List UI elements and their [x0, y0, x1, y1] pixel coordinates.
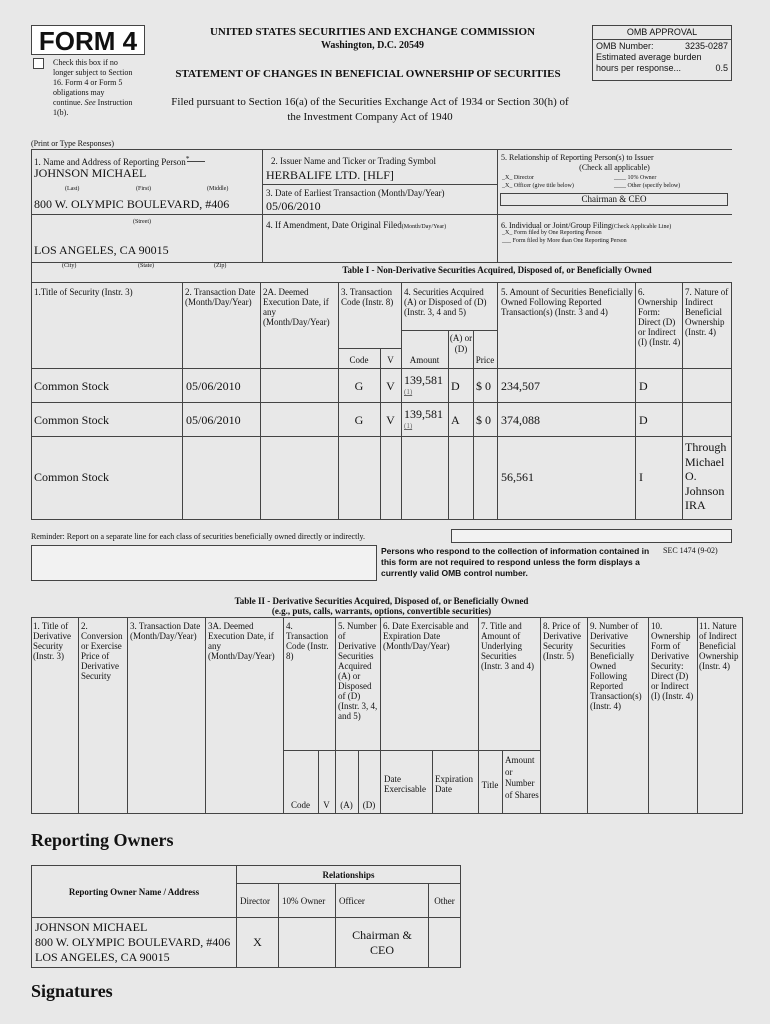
issuer-value: HERBALIFE LTD. [HLF]: [266, 168, 394, 182]
relationship-other: ____ Other (specify below): [614, 183, 681, 189]
earliest-transaction-label: 3. Date of Earliest Transaction (Month/Day/Year): [266, 188, 445, 198]
sec-code: SEC 1474 (9-02): [663, 546, 718, 555]
t1-col2a-header: 2A. Deemed Execution Date, if any (Month/Day/Year): [263, 287, 330, 327]
t1-row1-v: V: [386, 379, 395, 393]
first-label: (First): [136, 186, 151, 192]
t2-col10-header: 10. Ownership Form of Derivative Security: Direct (D) or Indirect (I) (Instr. 4): [651, 621, 694, 701]
zip-label: (Zip): [214, 263, 227, 269]
city-label: (City): [62, 263, 77, 269]
relationship-title: Chairman & CEO: [500, 193, 728, 206]
earliest-transaction-date: 05/06/2010: [266, 199, 321, 213]
t2-sub-title: Title: [481, 780, 499, 790]
reporting-owners-heading: Reporting Owners: [31, 830, 174, 850]
ro-col-director: Director: [237, 884, 279, 918]
ro-director-mark: X: [237, 918, 279, 968]
check-box-text: Check this box if no longer subject to Section 16. Form 4 or Form 5 obligations may continue. See Instruction 1(b).: [53, 58, 133, 117]
relationship-ten-pct: ____ 10% Owner: [614, 175, 657, 181]
no-longer-subject-checkbox[interactable]: [33, 58, 44, 69]
t1-row1-form: D: [639, 379, 648, 393]
t2-sub-code: Code: [291, 800, 310, 810]
filing-more: ___ Form filed by More than One Reporting Person: [502, 238, 627, 244]
t2-sub-exercisable: Date Exercisable: [384, 774, 426, 794]
omb-number-row: OMB Number: 3235-0287: [596, 41, 728, 51]
reporting-owners-table: [31, 865, 461, 968]
agency-location: Washington, D.C. 20549: [320, 40, 425, 51]
last-label: (Last): [65, 186, 80, 192]
signatures-heading: Signatures: [31, 981, 113, 1001]
t1-sub-amount: Amount: [409, 355, 440, 365]
agency-name: UNITED STATES SECURITIES AND EXCHANGE COMMISSION: [209, 26, 536, 38]
t2-col3a-header: 3A. Deemed Execution Date, if any (Month/Day/Year): [208, 621, 275, 661]
reminder-box-left: [31, 545, 377, 581]
ro-ten-mark: [279, 918, 336, 968]
t1-row2-owned: 374,088: [501, 413, 540, 427]
t1-row2-title: Common Stock: [34, 413, 110, 427]
ro-officer-title: Chairman & CEO: [336, 918, 429, 968]
t2-sub-amount: Amount or Number of Shares: [505, 755, 539, 800]
street-label: (Street): [133, 219, 151, 225]
t1-row2-amount: 139,581: [404, 407, 443, 421]
t1-col4-header: 4. Securities Acquired (A) or Disposed of (D) (Instr. 3, 4 and 5): [404, 287, 487, 317]
reminder-text: Reminder: Report on a separate line for each class of securities beneficially owned directly or indirectly.: [31, 532, 366, 541]
reporting-person-city: LOS ANGELES, CA 90015: [34, 243, 169, 257]
reminder-box-right: [451, 529, 732, 543]
state-label: (State): [138, 263, 154, 269]
ro-col-relationships: Relationships: [237, 866, 461, 884]
t1-sub-price: Price: [475, 355, 495, 365]
t2-sub-a: (A): [340, 800, 353, 810]
t1-row2-aord: A: [451, 413, 460, 427]
t1-row1-price: $ 0: [476, 379, 491, 393]
t1-col1-header: 1.Title of Security (Instr. 3): [34, 287, 133, 297]
form-title: FORM 4: [38, 26, 138, 56]
ro-other-mark: [429, 918, 461, 968]
t2-col2-header: 2. Conversion or Exercise Price of Derivative Security: [81, 621, 123, 681]
t2-col1-header: 1. Title of Derivative Security (Instr. 3): [33, 621, 71, 661]
t1-row3-owned: 56,561: [501, 470, 534, 484]
reporting-person-street: 800 W. OLYMPIC BOULEVARD, #406: [34, 197, 230, 211]
t1-col7-header: 7. Nature of Indirect Beneficial Ownership (Instr. 4): [685, 287, 729, 337]
relationship-officer: _X_ Officer (give title below): [502, 183, 574, 189]
filing-one: _X_ Form filed by One Reporting Person: [502, 230, 602, 236]
ro-owner-cell: [32, 918, 237, 968]
ro-owner-street: 800 W. OLYMPIC BOULEVARD, #406: [35, 935, 231, 949]
t1-col6-header: 6. Ownership Form: Direct (D) or Indirect (I) (Instr. 4): [638, 287, 681, 347]
t1-col3-header: 3. Transaction Code (Instr. 8): [341, 287, 394, 307]
t1-row3-form: I: [639, 470, 643, 484]
t2-col4-header: 4. Transaction Code (Instr. 8): [286, 621, 329, 661]
t1-col5-header: 5. Amount of Securities Beneficially Owned Following Reported Transaction(s) (Instr. 3 and 4): [501, 287, 633, 317]
print-type-note: (Print or Type Responses): [31, 139, 115, 148]
filed-pursuant-line2: the Investment Company Act of 1940: [287, 111, 453, 123]
relationship-check-all: (Check all applicable): [579, 163, 650, 172]
ro-col-officer: Officer: [336, 884, 429, 918]
amendment-label: 4. If Amendment, Date Original Filed(Month/Day/Year): [266, 220, 447, 230]
issuer-label: 2. Issuer Name and Ticker or Trading Symbol: [271, 156, 436, 166]
table2-title: Table II - Derivative Securities Acquired, Disposed of, or Beneficially Owned: [234, 596, 529, 606]
t2-sub-expiration: Expiration Date: [435, 774, 473, 794]
t2-sub-v: V: [323, 800, 330, 810]
omb-notice: Persons who respond to the collection of information contained in this form are not required to respond unless the form displays a currently valid OMB control number.: [381, 546, 650, 578]
relationship-director: _X_ Director: [502, 175, 534, 181]
form-title-box: [31, 25, 145, 55]
statement-title: STATEMENT OF CHANGES IN BENEFICIAL OWNERSHIP OF SECURITIES: [175, 68, 561, 80]
middle-label: (Middle): [207, 186, 229, 192]
t1-row1-aord: D: [451, 379, 460, 393]
t2-col9-header: 9. Number of Derivative Securities Beneficially Owned Following Reported Transaction(s) (Instr. 4): [590, 621, 642, 711]
t1-row2-date: 05/06/2010: [186, 413, 241, 427]
t2-col5-header: 5. Number of Derivative Securities Acquired (A) or Disposed of (D) (Instr. 3, 4, and 5): [338, 621, 378, 721]
omb-hours-row: hours per response... 0.5: [596, 63, 728, 73]
t1-col2-header: 2. Transaction Date (Month/Day/Year): [185, 287, 256, 307]
t2-col6-header: 6. Date Exercisable and Expiration Date (Month/Day/Year): [383, 621, 469, 651]
t1-row2-code: G: [354, 413, 364, 427]
t1-row1-code: G: [354, 379, 364, 393]
t2-col7-header: 7. Title and Amount of Underlying Securities (Instr. 3 and 4): [481, 621, 534, 671]
ro-owner-name: JOHNSON MICHAEL: [35, 920, 148, 934]
ro-owner-city: LOS ANGELES, CA 90015: [35, 950, 170, 964]
t1-row2-v: V: [386, 413, 395, 427]
t1-row2-price: $ 0: [476, 413, 491, 427]
t2-col11-header: 11. Nature of Indirect Beneficial Ownership (Instr. 4): [699, 621, 739, 671]
t1-sub-v: V: [387, 355, 394, 365]
t1-row2-form: D: [639, 413, 648, 427]
t1-row1-owned: 234,507: [501, 379, 540, 393]
t1-row1-amount: 139,581: [404, 373, 443, 387]
reporting-person-name: JOHNSON MICHAEL: [34, 166, 147, 180]
t1-sub-code: Code: [349, 355, 369, 365]
t1-row1-date: 05/06/2010: [186, 379, 241, 393]
ro-col-ten: 10% Owner: [279, 884, 336, 918]
table1-title: Table I - Non-Derivative Securities Acquired, Disposed of, or Beneficially Owned: [342, 265, 652, 275]
t2-col3-header: 3. Transaction Date (Month/Day/Year): [130, 621, 201, 641]
t1-row1-title: Common Stock: [34, 379, 110, 393]
t1-row1-footnote-link[interactable]: (1): [404, 388, 413, 396]
t2-sub-d: (D): [362, 800, 376, 810]
t2-col8-header: 8. Price of Derivative Security (Instr. 5): [543, 621, 581, 661]
ro-col-other: Other: [429, 884, 461, 918]
omb-approval-box: [592, 25, 732, 81]
omb-burden: Estimated average burden: [596, 52, 702, 62]
reporting-person-label: 1. Name and Address of Reporting Person*: [34, 154, 190, 167]
ro-col-name: Reporting Owner Name / Address: [32, 866, 237, 918]
t1-row3-title: Common Stock: [34, 470, 110, 484]
t1-row3-nature: Through Michael O. Johnson IRA: [685, 440, 727, 512]
table2-subtitle: (e.g., puts, calls, warrants, options, convertible securities): [271, 606, 492, 616]
filed-pursuant-line1: Filed pursuant to Section 16(a) of the Securities Exchange Act of 1934 or Section 30(h) of: [171, 96, 569, 108]
t1-row2-footnote-link[interactable]: (1): [404, 422, 413, 430]
relationship-label: 5. Relationship of Reporting Person(s) to Issuer: [501, 153, 654, 162]
omb-title: OMB APPROVAL: [593, 26, 731, 40]
filing-label: 6. Individual or Joint/Group Filing(Check Applicable Line): [501, 221, 672, 230]
t1-sub-aord: (A) or (D): [449, 333, 473, 354]
